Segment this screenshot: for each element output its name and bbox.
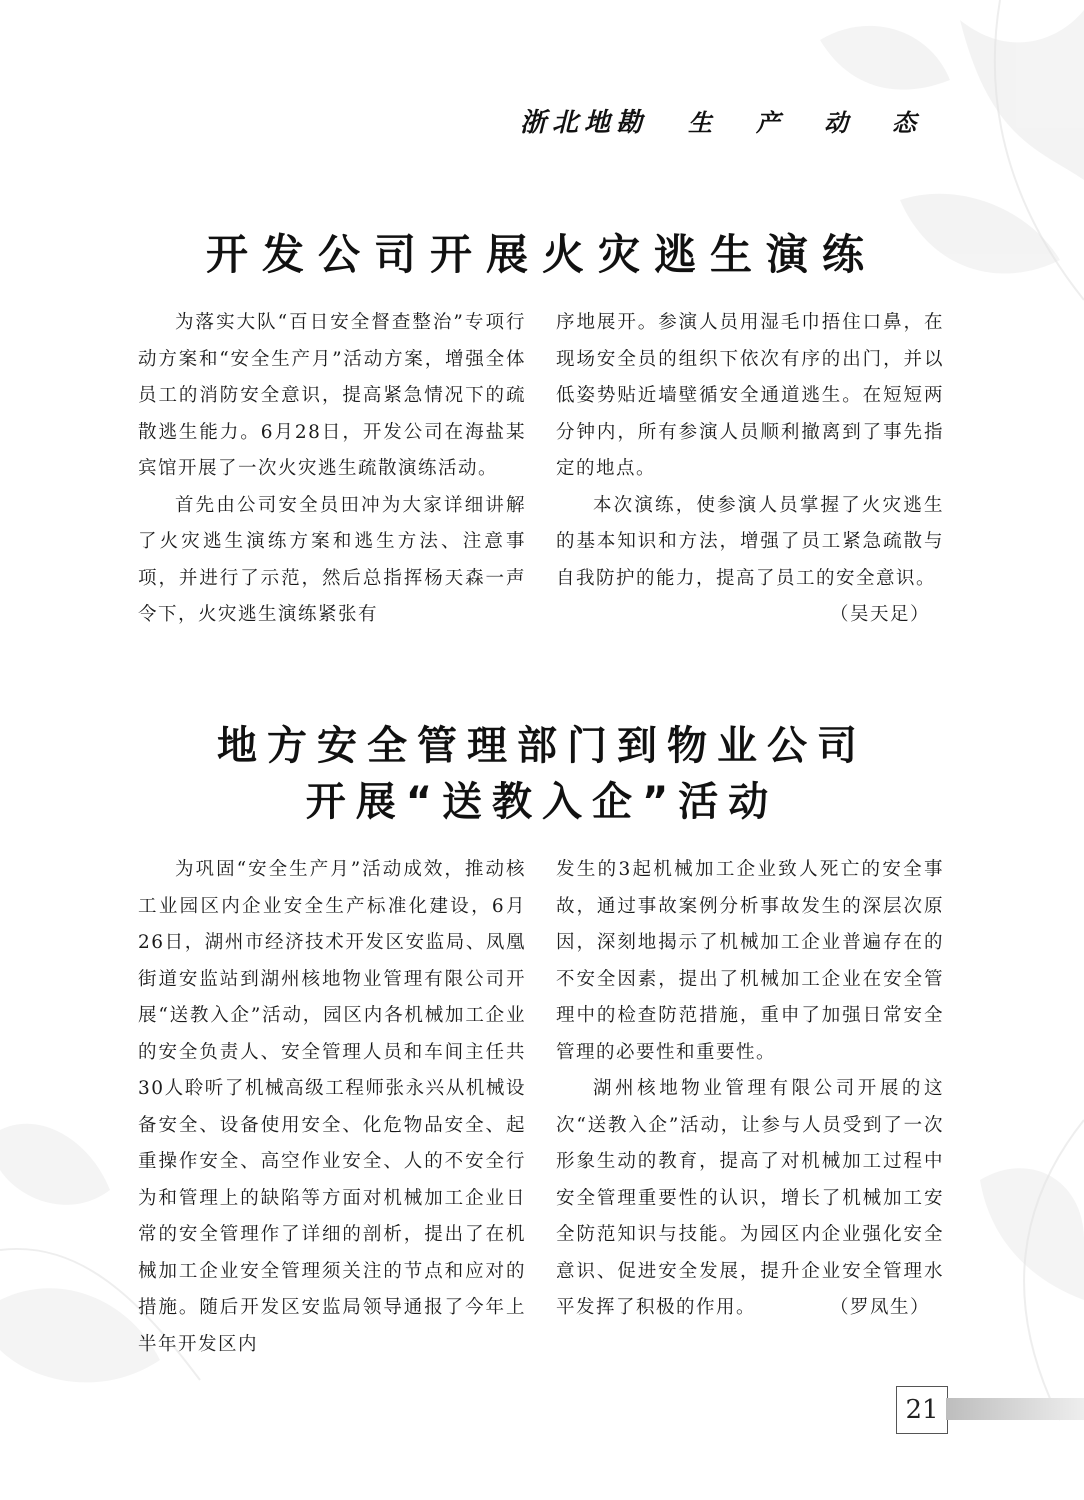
article2-paragraph [556, 1071, 944, 1327]
article1-title: 开发公司开展火灾逃生演练 [205, 230, 878, 279]
article2-closing-text: 湖州核地物业管理有限公司开展的这次“送教入企”活动，让参与人员受到了一次形象生动的教育，提高了对机械加工过程中安全管理重要性的认识，增长了机械加工安全防范知识与技能。为园区内企业强化安全意识、促进安全发展，提升企业安全管理水平发挥了积极的作用。 [556, 1078, 944, 1318]
header-brand: 浙北地勘 [520, 107, 649, 138]
article1-paragraph: 为落实大队“百日安全督查整治”专项行动方案和“安全生产月”活动方案，增强全体员工的消防安全意识，提高紧急情况下的疏散逃生能力。6月28日，开发公司在海盐某宾馆开展了一次火灾逃生疏散演练活动。 [138, 312, 526, 479]
article1-paragraph: 首先由公司安全员田冲为大家详细讲解了火灾逃生演练方案和逃生方法、注意事项，并进行了示范，然后总指挥杨天森一声令下，火灾逃生演练紧张有 [138, 494, 526, 625]
article1-left-column [138, 305, 526, 634]
section-char: 生 [688, 108, 713, 137]
article2-title-line1: 地方安全管理部门到物业公司 [217, 723, 867, 769]
section-char: 产 [756, 108, 781, 137]
article2-author: （罗凤生） [829, 1297, 930, 1318]
page-number: 21 [896, 1386, 948, 1434]
article1-closing-text: 本次演练，使参演人员掌握了火灾逃生的基本知识和方法，增强了员工紧急疏散与自我防护的能力，提高了员工的安全意识。 [556, 494, 944, 589]
article2-paragraph: 发生的3起机械加工企业致人死亡的安全事故，通过事故案例分析事故发生的深层次原因，深刻地揭示了机械加工企业普遍存在的不安全因素，提出了机械加工企业在安全管理中的检查防范措施，重申了加强日常安全管理的必要性和重要性。 [556, 859, 944, 1063]
page-header [520, 100, 940, 140]
section-char: 态 [892, 108, 917, 137]
page-number-bar [946, 1398, 1084, 1420]
article1-paragraph: 序地展开。参演人员用湿毛巾捂住口鼻，在现场安全员的组织下依次有序的出门，并以低姿势贴近墙壁循安全通道逃生。在短短两分钟内，所有参演人员顺利撤离到了事先指定的地点。 [556, 312, 944, 479]
article1-right-column [556, 305, 944, 634]
article1-paragraph [556, 488, 944, 625]
section-char: 动 [824, 108, 849, 137]
article2-title-line2: 开展“送教入企”活动 [305, 779, 779, 825]
article2-left-column [138, 852, 526, 1363]
article2-right-column [556, 852, 944, 1327]
article2-paragraph: 为巩固“安全生产月”活动成效，推动核工业园区内企业安全生产标准化建设，6月26日，湖州市经济技术开发区安监局、凤凰街道安监站到湖州核地物业管理有限公司开展“送教入企”活动，园区内各机械加工企业的安全负责人、安全管理人员和车间主任共30人聆听了机械高级工程师张永兴从机械设备安全、设备使用安全、化危物品安全、起重操作安全、高空作业安全、人的不安全行为和管理上的缺陷等方面对机械加工企业日常的安全管理作了详细的剖析，提出了在机械加工企业安全管理须关注的节点和应对的措施。随后开发区安监局领导通报了今年上半年开发区内 [138, 859, 526, 1355]
header-section [688, 103, 916, 138]
article1-author: （吴天足） [829, 604, 930, 625]
article2-title [0, 718, 1084, 830]
